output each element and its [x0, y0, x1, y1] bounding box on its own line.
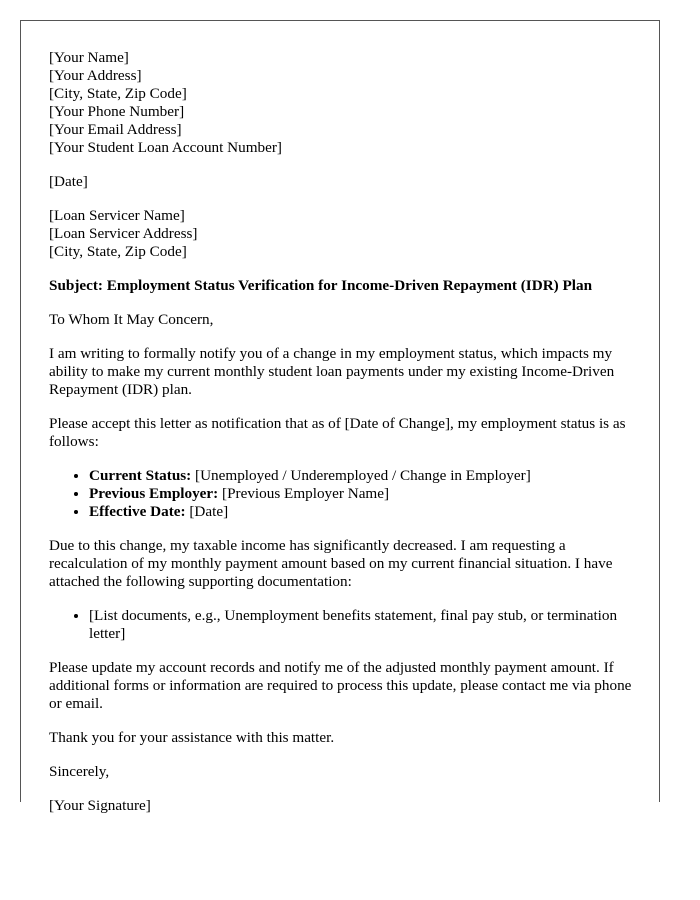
sender-phone: [Your Phone Number]	[49, 103, 185, 120]
status-value: [Date]	[185, 503, 229, 520]
status-value: [Unemployed / Underemployed / Change in Employer]	[191, 467, 531, 484]
sender-name: [Your Name]	[49, 49, 129, 66]
list-item	[89, 503, 635, 521]
spacer	[49, 261, 635, 277]
status-label: Previous Employer:	[89, 485, 219, 502]
status-list	[49, 467, 635, 521]
paragraph-request: Please update my account records and notify me of the adjusted monthly payment amount. If additional forms or information are required to process this update, please contact me via phone or email.	[49, 659, 632, 712]
spacer	[49, 157, 635, 173]
status-label: Current Status:	[89, 467, 192, 484]
letter-page	[20, 20, 660, 814]
paragraph-recalculation: Due to this change, my taxable income has significantly decreased. I am requesting a recalculation of my monthly payment amount based on my current financial situation. I have attached the following supporting documentation:	[49, 537, 613, 590]
paragraph-intro: I am writing to formally notify you of a change in my employment status, which impacts my ability to make my current monthly student loan payments under my existing Income-Driven Repayment (IDR) plan.	[49, 345, 615, 398]
signature: [Your Signature]	[49, 797, 151, 814]
sender-email: [Your Email Address]	[49, 121, 182, 138]
recipient-block	[49, 207, 635, 261]
sender-city: [City, State, Zip Code]	[49, 85, 187, 102]
spacer	[49, 191, 635, 207]
paragraph-notification: Please accept this letter as notification that as of [Date of Change], my employment status is as follows:	[49, 415, 626, 450]
recipient-city: [City, State, Zip Code]	[49, 243, 187, 260]
sender-account: [Your Student Loan Account Number]	[49, 139, 282, 156]
recipient-address: [Loan Servicer Address]	[49, 225, 198, 242]
salutation: To Whom It May Concern,	[49, 311, 214, 328]
paragraph-thanks: Thank you for your assistance with this matter.	[49, 729, 335, 746]
status-label: Effective Date:	[89, 503, 186, 520]
sender-address: [Your Address]	[49, 67, 142, 84]
documents-list	[49, 607, 635, 643]
status-value: [Previous Employer Name]	[218, 485, 390, 502]
list-item	[89, 467, 635, 485]
list-item: • [List documents, e.g., Unemployment benefits statement, final pay stub, or termination letter]	[89, 607, 635, 643]
letter-date: [Date]	[49, 173, 88, 190]
letter-body	[49, 49, 635, 831]
recipient-name: [Loan Servicer Name]	[49, 207, 185, 224]
subject-line: Subject: Employment Status Verification for Income-Driven Repayment (IDR) Plan	[49, 277, 593, 294]
sender-block	[49, 49, 635, 157]
date-block	[49, 173, 635, 191]
list-item	[89, 485, 635, 503]
closing: Sincerely,	[49, 763, 110, 780]
